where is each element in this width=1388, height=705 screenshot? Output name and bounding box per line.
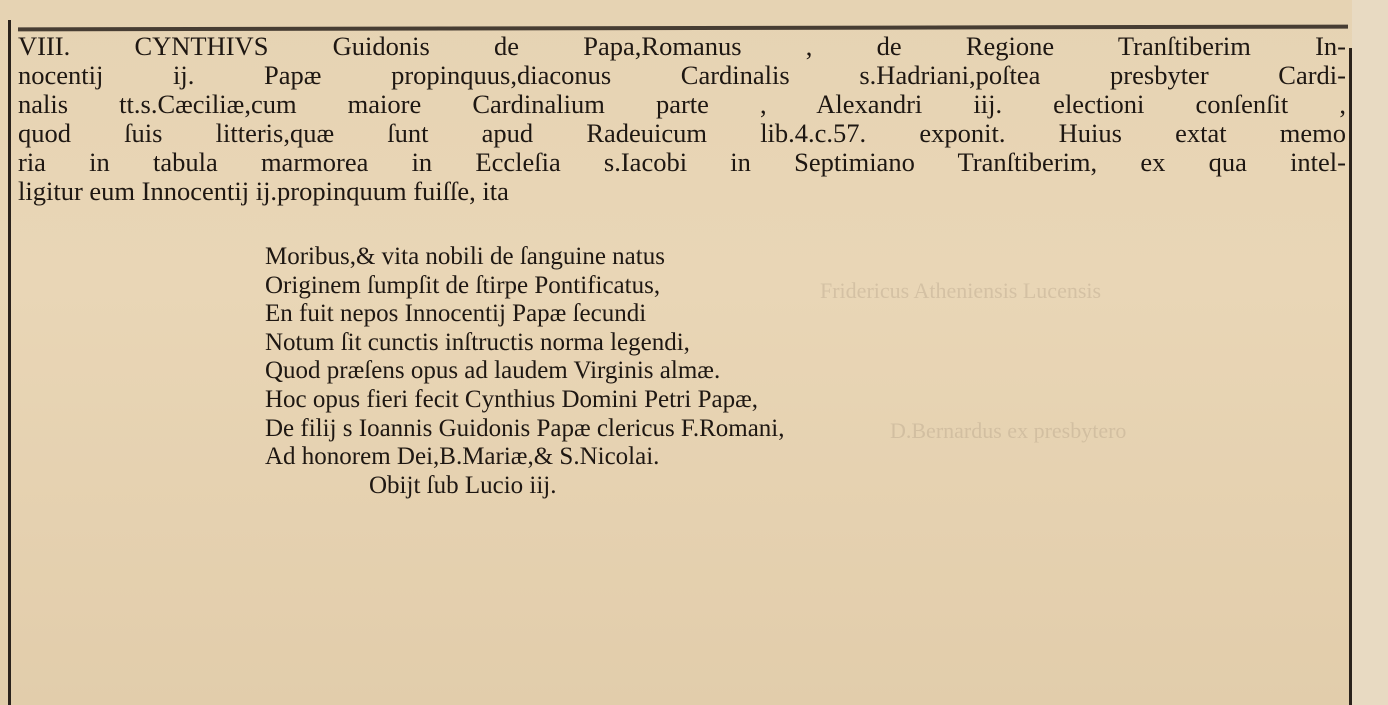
left-border bbox=[8, 20, 11, 705]
verse-line: De filij s Ioannis Guidonis Papæ clericus F.Romani, bbox=[265, 414, 785, 442]
verse-line: Notum ſit cunctis inſtructis norma legendi, bbox=[265, 328, 690, 356]
paragraph-line: ligitur eum Innocentij ij.propinquum fuiſſe, ita bbox=[18, 176, 509, 206]
right-border bbox=[1349, 48, 1352, 705]
page-margin bbox=[1352, 0, 1388, 705]
verse-line: Quod præſens opus ad laudem Virginis almæ. bbox=[265, 357, 721, 385]
inscription-verse bbox=[265, 243, 784, 500]
verse-line: Moribus,& vita nobili de ſanguine natus bbox=[265, 243, 665, 270]
paragraph-line: VIII. CYNTHIVS Guidonis de Papa,Romanus , de Regione Tranſtiberim In- bbox=[18, 31, 1346, 61]
verse-line: Originem ſumpſit de ſtirpe Pontificatus, bbox=[265, 271, 661, 299]
bleed-through-text: Fridericus Atheniensis Lucensis bbox=[820, 278, 1102, 303]
paragraph-line: nalis tt.s.Cæciliæ,cum maiore Cardinalium parte , Alexandri iij. electioni conſenſit , bbox=[18, 89, 1346, 119]
paragraph-line: ria in tabula marmorea in Eccleſia s.Iacobi in Septimiano Tranſtiberim, ex qua intel- bbox=[18, 147, 1346, 177]
verse-line: Hoc opus fieri fecit Cynthius Domini Petri Papæ, bbox=[265, 385, 759, 413]
paragraph-line: nocentij ij. Papæ propinquus,diaconus Cardinalis s.Hadriani,poſtea presbyter Cardi- bbox=[18, 60, 1346, 90]
verse-closing: Obijt ſub Lucio iij. bbox=[369, 471, 557, 499]
verse-line: Ad honorem Dei,B.Mariæ,& S.Nicolai. bbox=[265, 443, 660, 471]
verse-line: En fuit nepos Innocentij Papæ ſecundi bbox=[265, 300, 647, 328]
paragraph-line: quod ſuis litteris,quæ ſunt apud Radeuicum lib.4.c.57. exponit. Huius extat memo bbox=[18, 118, 1346, 148]
biography-paragraph bbox=[18, 32, 1346, 206]
bleed-through-text: D.Bernardus ex presbytero bbox=[890, 418, 1127, 443]
